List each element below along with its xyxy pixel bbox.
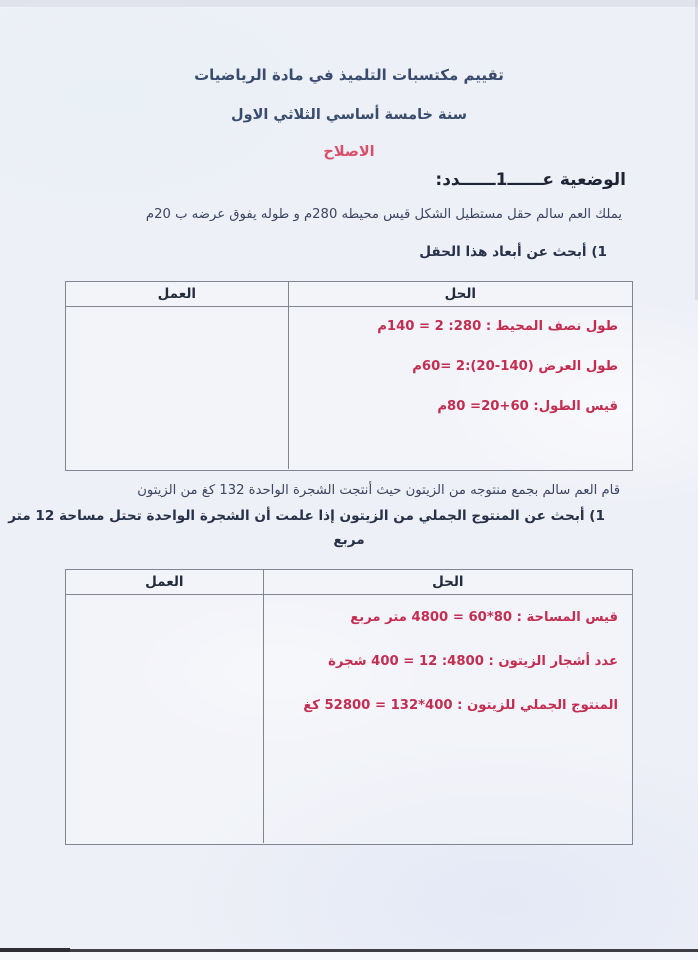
table1-header-row bbox=[66, 282, 632, 307]
table2-solution-cell bbox=[263, 595, 632, 843]
solution-line-length: قيس الطول: 60‏+‏20= 80م bbox=[437, 399, 618, 414]
document-subtitle: سنة خامسة أساسي الثلاثي الاول bbox=[230, 107, 467, 123]
solution-line-tree-count: عدد أشجار الزيتون : 4800: 12 = 400 شجرة bbox=[328, 654, 618, 669]
exercise2-statement: قام العم سالم بجمع منتوجه من الزيتون حيث أنتجت الشجرة الواحدة 132 كغ من الزيتون bbox=[137, 483, 620, 498]
exercise2-question: 1) أبحث عن المنتوج الجملي من الزيتون إذا علمت أن الشجرة الواحدة تحتل مساحة 12 متر bbox=[8, 508, 605, 524]
solution-line-total-product: المنتوج الجملي للزيتون : 400*132 = 52800 كغ bbox=[303, 698, 618, 713]
scan-top-edge bbox=[0, 0, 698, 7]
table2-header-row bbox=[66, 570, 632, 595]
table1-work-cell-empty bbox=[66, 307, 288, 469]
table2-work-cell-empty bbox=[66, 595, 263, 843]
table2-body-row bbox=[66, 595, 632, 843]
solution-line-width: طول العرض (140‏-‏20):2 =60م bbox=[412, 359, 618, 374]
exercise1-answer-table bbox=[65, 281, 633, 471]
table1-work-column-header: العمل bbox=[157, 286, 197, 302]
table1-body-row bbox=[66, 307, 632, 469]
solution-line-half-perimeter: طول نصف المحيط : 280: 2 = 140م bbox=[377, 319, 618, 334]
exercise1-question: 1) أبحث عن أبعاد هذا الحقل bbox=[419, 244, 607, 260]
exercise2-answer-table bbox=[65, 569, 633, 845]
exercise1-statement: يملك العم سالم حقل مستطيل الشكل قيس محيطه 280م و طوله يفوق عرضه ب 20م bbox=[145, 207, 622, 222]
table2-solution-column-header: الحل bbox=[263, 570, 632, 594]
table2-work-column-header: العمل bbox=[145, 574, 184, 590]
table1-solution-column-header: الحل bbox=[288, 282, 632, 306]
table1-solution-cell bbox=[288, 307, 632, 469]
correction-heading: الاصلاح bbox=[323, 144, 375, 160]
exercise2-question-continuation: مربع bbox=[333, 532, 365, 548]
scan-below-edge-strip bbox=[0, 952, 698, 960]
exercise1-section-title: الوضعية عــــــ1ــــــدد: bbox=[435, 170, 626, 190]
solution-line-area: قيس المساحة : 80*60 = 4800 متر مربع bbox=[350, 610, 618, 625]
document-title: تقييم مكتسبات التلميذ في مادة الرياضيات bbox=[194, 66, 504, 84]
